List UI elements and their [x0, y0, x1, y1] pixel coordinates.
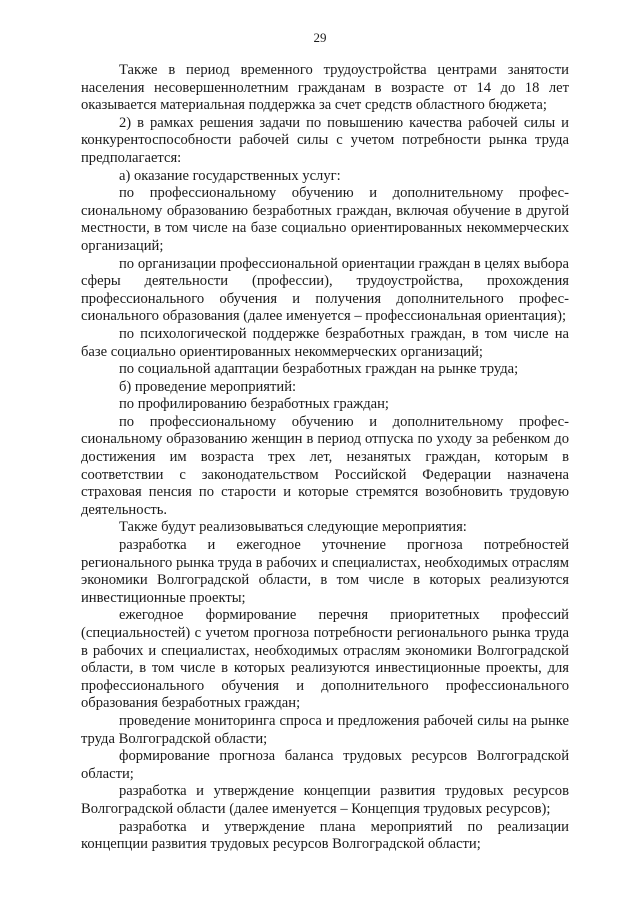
paragraph: по социальной адаптации безработных граждан на рынке труда; — [119, 361, 519, 378]
paragraph: ежегодное формирование перечня приоритетных профессий (специальностей) с учетом прогноза потребности регионального рынка труда в рабочих и специалистах, необходимых отраслям экономики Волгоградской области, в том числе в которых реализуются инвестиционные проекты, для профессионального обучения и дополнительного профессионального образования безработных граждан; — [81, 607, 569, 712]
paragraph: разработка и утверждение плана мероприятий по реализации концепции развития трудовых ресурсов Волгоградской области; — [81, 818, 569, 853]
paragraph: по организации профессиональной ориентации граждан в целях выбора сферы деятельности (профессии), трудоустройства, прохождения профессионального обучения и получения дополнительного профессионального образования (далее именуется – профессиональная ориентация); — [81, 255, 569, 325]
page-number: 29 — [313, 30, 327, 45]
paragraph: по профессиональному обучению и дополнительному профессиональному образованию безработных граждан, включая обучение в другой местности, в том числе на базе социально ориентированных некоммерческих организаций; — [81, 185, 569, 254]
paragraph: разработка и ежегодное уточнение прогноза потребностей регионального рынка труда в рабочих и специалистах, необходимых отраслям экономики Волгоградской области, в том числе в которых реализуются инвестиционные проекты; — [81, 537, 569, 606]
paragraph: а) оказание государственных услуг: — [119, 167, 341, 184]
paragraph: по профессиональному обучению и дополнительному профессиональному образованию женщин в период отпуска по уходу за ребенком до достижения им возраста трех лет, незанятых граждан, которым в соответствии с законодательством Российской Федерации назначена страховая пенсия по старости и которые стремятся возобновить трудовую деятельность. — [81, 413, 569, 518]
paragraph: по психологической поддержке безработных граждан, в том числе на базе социально ориентированных некоммерческих организаций; — [81, 325, 569, 360]
paragraph: по профилированию безработных граждан; — [119, 396, 389, 413]
document-body — [81, 62, 569, 854]
paragraph: формирование прогноза баланса трудовых ресурсов Волгоградской области; — [81, 748, 569, 782]
paragraph: Также в период временного трудоустройства центрами занятости населения несовершеннолетним гражданам в возрасте от 14 до 18 лет оказывается материальная поддержка за счет средств областного бюджета; — [81, 62, 569, 114]
paragraph: Также будут реализовываться следующие мероприятия: — [119, 519, 467, 536]
paragraph: 2) в рамках решения задачи по повышению качества рабочей силы и конкурентоспособности рабочей силы с учетом потребности рынка труда предполагается: — [81, 114, 569, 166]
paragraph: проведение мониторинга спроса и предложения рабочей силы на рынке труда Волгоградской области; — [81, 712, 569, 747]
paragraph: разработка и утверждение концепции развития трудовых ресурсов Волгоградской области (далее именуется – Концепция трудовых ресурсов); — [81, 783, 569, 817]
paragraph: б) проведение мероприятий: — [119, 378, 297, 395]
